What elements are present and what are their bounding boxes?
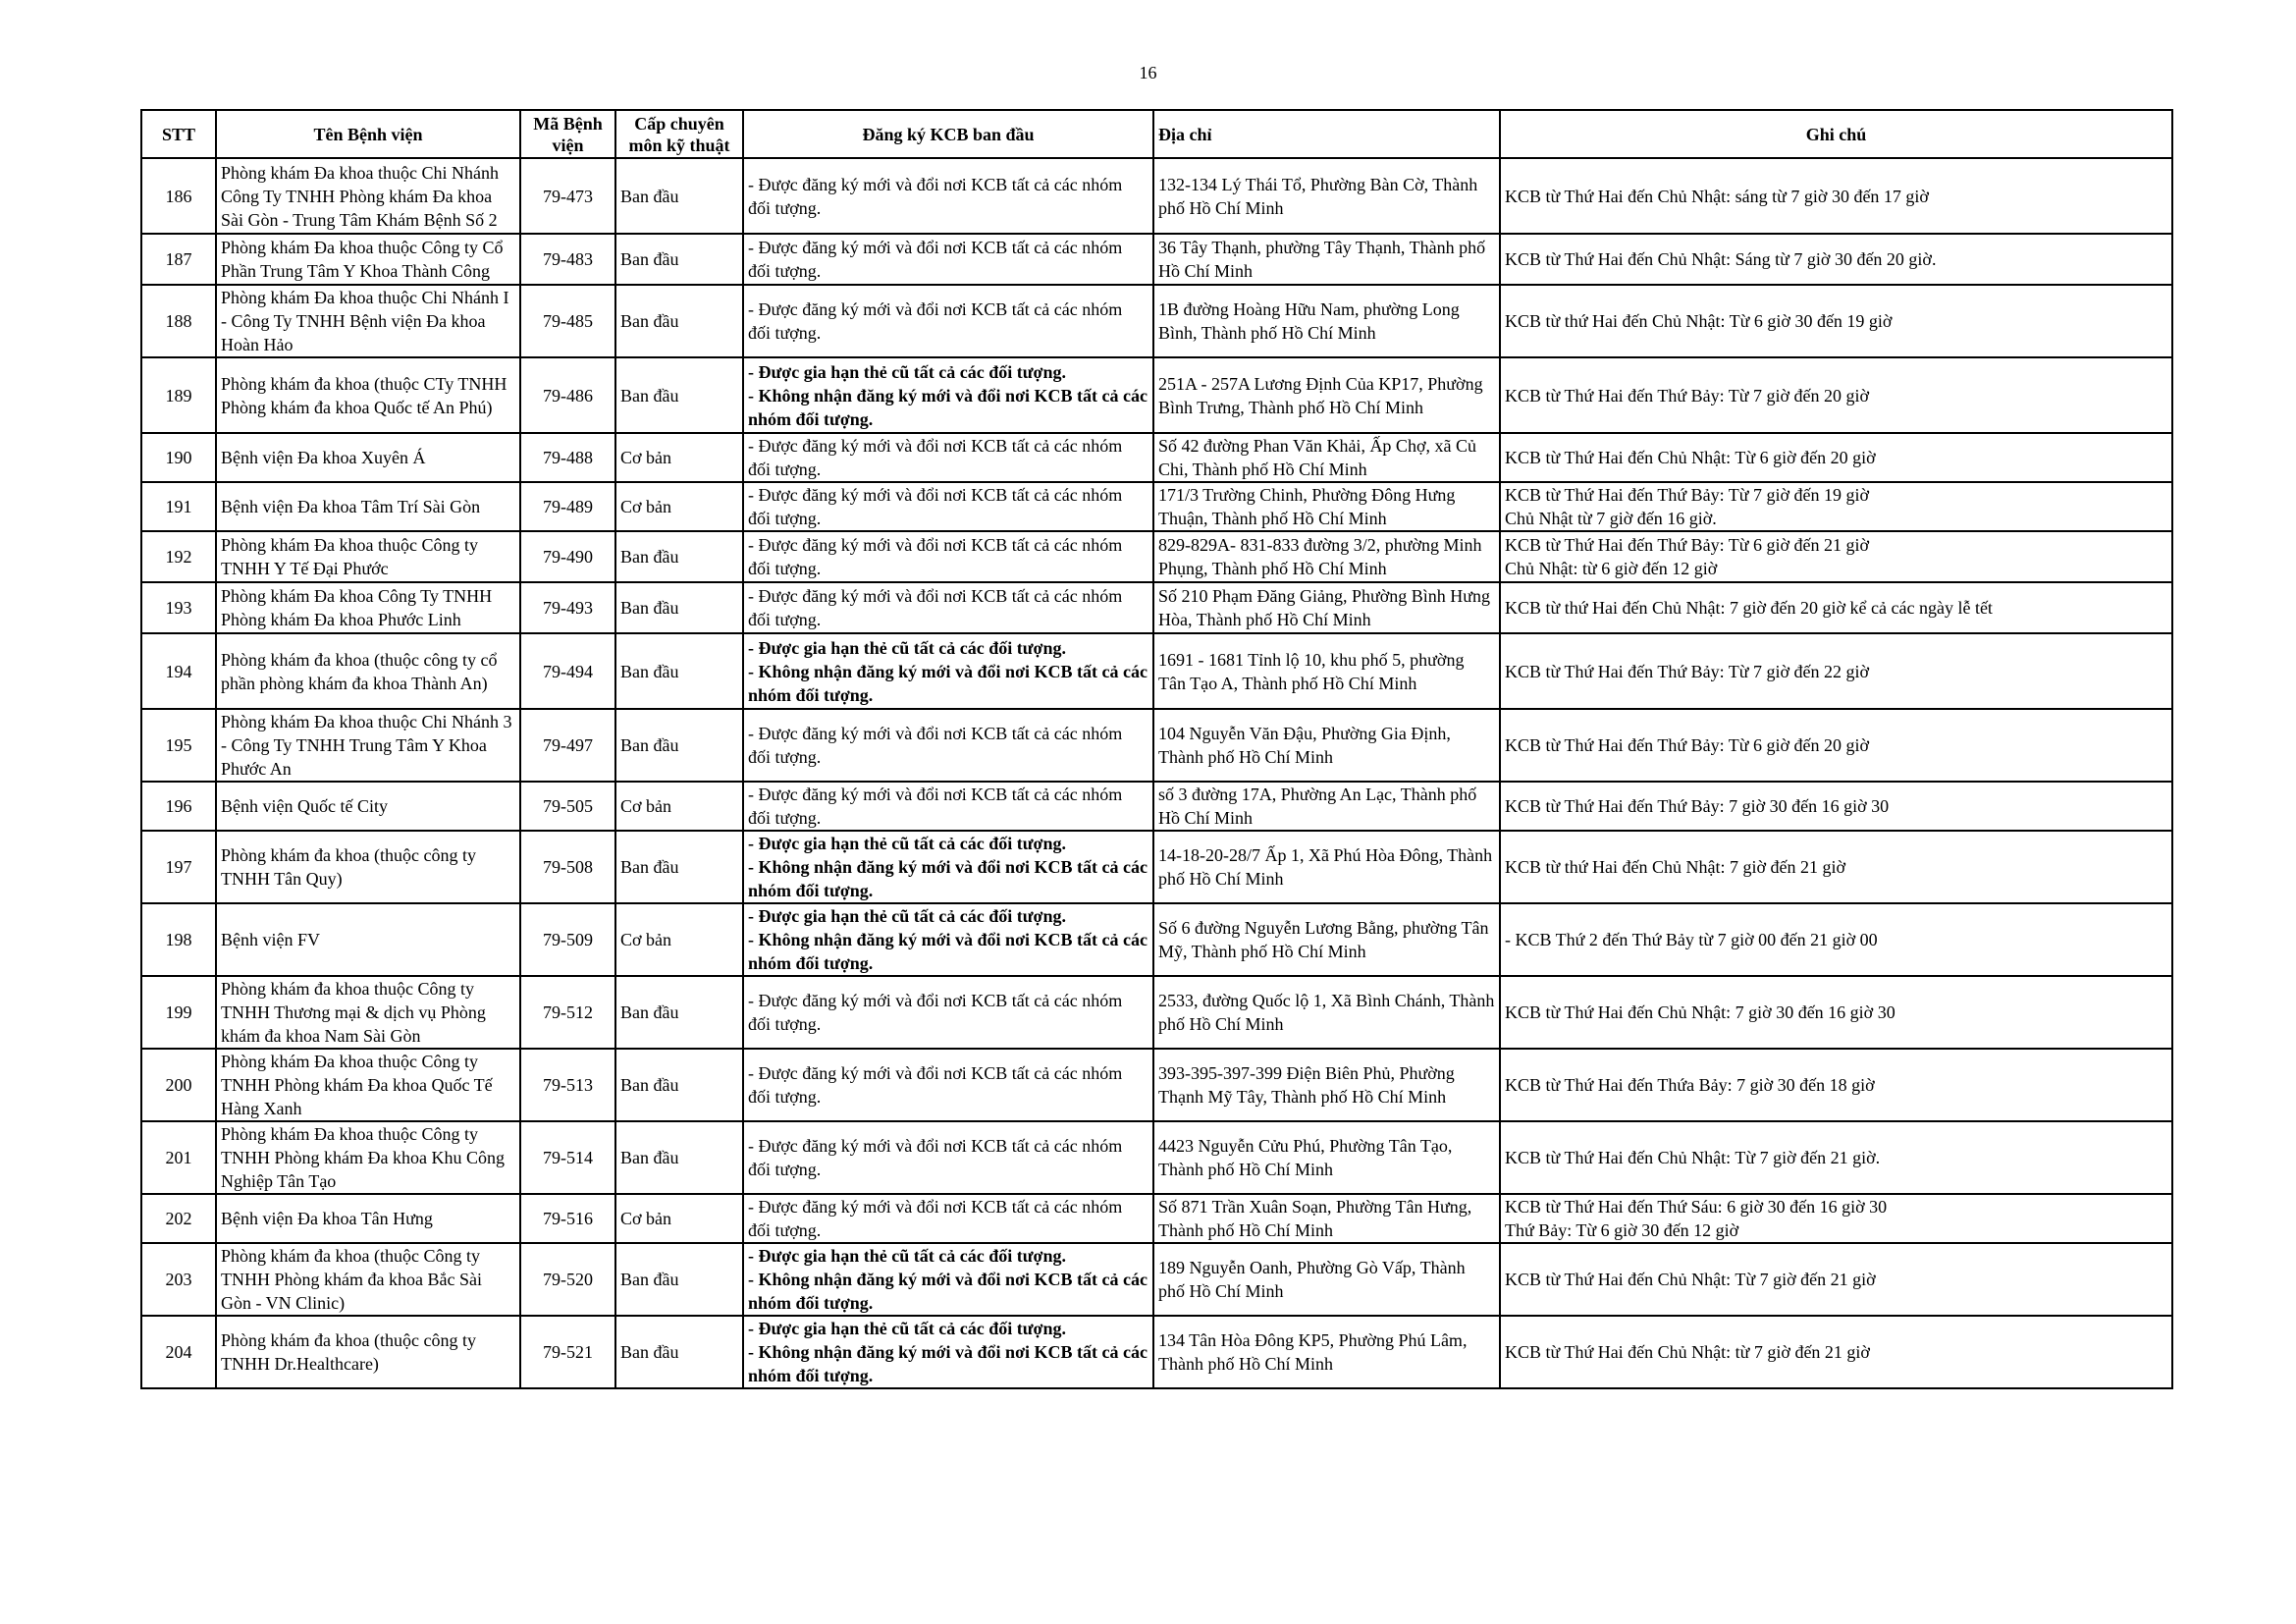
cell-stt: 190 [141, 433, 216, 482]
cell-code: 79-520 [520, 1243, 615, 1316]
cell-stt: 198 [141, 903, 216, 976]
cell-notes [1500, 1243, 2172, 1316]
cell-address: số 3 đường 17A, Phường An Lạc, Thành phố Hồ Chí Minh [1153, 782, 1500, 831]
table-row [141, 633, 2172, 709]
registration-line: - Không nhận đăng ký mới và đổi nơi KCB tất cả các nhóm đối tượng. [748, 857, 1148, 900]
cell-stt: 201 [141, 1121, 216, 1194]
cell-address: 2533, đường Quốc lộ 1, Xã Bình Chánh, Thành phố Hồ Chí Minh [1153, 976, 1500, 1049]
notes-line: KCB từ thứ Hai đến Chủ Nhật: 7 giờ đến 21 giờ [1505, 857, 1846, 877]
cell-level: Cơ bản [615, 903, 743, 976]
notes-line: KCB từ Thứ Hai đến Chủ Nhật: Từ 7 giờ đến 21 giờ [1505, 1270, 1876, 1289]
notes-line: KCB từ Thứ Hai đến Thứ Bảy: Từ 7 giờ đến 20 giờ [1505, 385, 1870, 406]
registration-line: - Được gia hạn thẻ cũ tất cả các đối tượng. [748, 1319, 1067, 1338]
cell-notes [1500, 976, 2172, 1049]
col-header-notes: Ghi chú [1500, 110, 2172, 158]
cell-name: Phòng khám đa khoa (thuộc công ty cổ phần phòng khám đa khoa Thành An) [216, 633, 520, 709]
cell-address: 4423 Nguyễn Cửu Phú, Phường Tân Tạo, Thành phố Hồ Chí Minh [1153, 1121, 1500, 1194]
registration-line: - Được đăng ký mới và đổi nơi KCB tất cả các nhóm đối tượng. [748, 1197, 1123, 1240]
table-row [141, 1121, 2172, 1194]
cell-code: 79-512 [520, 976, 615, 1049]
cell-address: Số 42 đường Phan Văn Khải, Ấp Chợ, xã Củ Chi, Thành phố Hồ Chí Minh [1153, 433, 1500, 482]
notes-line: KCB từ Thứ Hai đến Thứ Sáu: 6 giờ 30 đến 16 giờ 30 [1505, 1197, 1888, 1217]
notes-line: KCB từ Thứ Hai đến Thứ Bảy: 7 giờ 30 đến 16 giờ 30 [1505, 796, 1890, 816]
cell-level: Ban đầu [615, 357, 743, 433]
cell-code: 79-483 [520, 234, 615, 285]
cell-stt: 203 [141, 1243, 216, 1316]
cell-code: 79-494 [520, 633, 615, 709]
registration-line: - Không nhận đăng ký mới và đổi nơi KCB tất cả các nhóm đối tượng. [748, 661, 1148, 705]
cell-notes [1500, 709, 2172, 782]
cell-notes [1500, 531, 2172, 582]
cell-address: Số 210 Phạm Đăng Giảng, Phường Bình Hưng Hòa, Thành phố Hồ Chí Minh [1153, 582, 1500, 633]
cell-name: Phòng khám Đa khoa thuộc Công ty TNHH Phòng khám Đa khoa Khu Công Nghiệp Tân Tạo [216, 1121, 520, 1194]
notes-line: KCB từ Thứ Hai đến Thứ Bảy: Từ 7 giờ đến 22 giờ [1505, 661, 1870, 681]
cell-name: Phòng khám đa khoa thuộc Công ty TNHH Thương mại & dịch vụ Phòng khám đa khoa Nam Sài Gòn [216, 976, 520, 1049]
cell-stt: 197 [141, 831, 216, 903]
registration-line: - Được gia hạn thẻ cũ tất cả các đối tượng. [748, 1246, 1067, 1266]
cell-registration [743, 709, 1153, 782]
col-header-level [615, 110, 743, 158]
cell-level: Cơ bản [615, 782, 743, 831]
cell-level: Ban đầu [615, 285, 743, 357]
col-header-level-line2: môn kỹ thuật [628, 135, 730, 155]
cell-name: Phòng khám đa khoa (thuộc CTy TNHH Phòng khám đa khoa Quốc tế An Phú) [216, 357, 520, 433]
table-row [141, 1049, 2172, 1121]
cell-level: Ban đầu [615, 531, 743, 582]
cell-level: Ban đầu [615, 831, 743, 903]
table-row [141, 1194, 2172, 1243]
registration-line: - Được đăng ký mới và đổi nơi KCB tất cả các nhóm đối tượng. [748, 436, 1123, 479]
table-row [141, 582, 2172, 633]
registration-line: - Được gia hạn thẻ cũ tất cả các đối tượng. [748, 834, 1067, 853]
cell-code: 79-473 [520, 158, 615, 234]
cell-notes [1500, 1194, 2172, 1243]
cell-level: Ban đầu [615, 709, 743, 782]
cell-address: 829-829A- 831-833 đường 3/2, phường Minh Phụng, Thành phố Hồ Chí Minh [1153, 531, 1500, 582]
cell-address: 14-18-20-28/7 Ấp 1, Xã Phú Hòa Đông, Thành phố Hồ Chí Minh [1153, 831, 1500, 903]
cell-name: Phòng khám Đa khoa thuộc Chi Nhánh 3 - Công Ty TNHH Trung Tâm Y Khoa Phước An [216, 709, 520, 782]
cell-address: Số 6 đường Nguyễn Lương Bằng, phường Tân Mỹ, Thành phố Hồ Chí Minh [1153, 903, 1500, 976]
cell-level: Ban đầu [615, 976, 743, 1049]
cell-stt: 188 [141, 285, 216, 357]
registration-line: - Được đăng ký mới và đổi nơi KCB tất cả các nhóm đối tượng. [748, 299, 1123, 343]
cell-level: Ban đầu [615, 1121, 743, 1194]
notes-line: KCB từ Thứ Hai đến Thứ Bảy: Từ 6 giờ đến 21 giờ [1505, 535, 1870, 555]
cell-code: 79-488 [520, 433, 615, 482]
table-row [141, 482, 2172, 531]
cell-notes [1500, 903, 2172, 976]
table-row [141, 285, 2172, 357]
table-row [141, 234, 2172, 285]
table-row [141, 158, 2172, 234]
cell-notes [1500, 582, 2172, 633]
notes-line: KCB từ Thứ Hai đến Chủ Nhật: Sáng từ 7 giờ 30 đến 20 giờ. [1505, 249, 1937, 269]
cell-notes [1500, 357, 2172, 433]
cell-code: 79-513 [520, 1049, 615, 1121]
cell-registration [743, 782, 1153, 831]
cell-notes [1500, 1316, 2172, 1388]
cell-name: Phòng khám đa khoa (thuộc công ty TNHH Dr.Healthcare) [216, 1316, 520, 1388]
cell-address: 104 Nguyễn Văn Đậu, Phường Gia Định, Thành phố Hồ Chí Minh [1153, 709, 1500, 782]
cell-name: Phòng khám Đa khoa thuộc Công ty TNHH Phòng khám Đa khoa Quốc Tế Hàng Xanh [216, 1049, 520, 1121]
cell-name: Phòng khám đa khoa (thuộc công ty TNHH Tân Quy) [216, 831, 520, 903]
cell-level: Cơ bản [615, 482, 743, 531]
cell-stt: 202 [141, 1194, 216, 1243]
cell-name: Bệnh viện Đa khoa Xuyên Á [216, 433, 520, 482]
notes-line: KCB từ Thứ Hai đến Chủ Nhật: Từ 6 giờ đến 20 giờ [1505, 448, 1876, 467]
cell-code: 79-509 [520, 903, 615, 976]
cell-registration [743, 482, 1153, 531]
registration-line: - Được gia hạn thẻ cũ tất cả các đối tượng. [748, 637, 1067, 658]
cell-address: 251A - 257A Lương Định Của KP17, Phường Bình Trưng, Thành phố Hồ Chí Minh [1153, 357, 1500, 433]
cell-stt: 191 [141, 482, 216, 531]
table-row [141, 831, 2172, 903]
notes-line: KCB từ thứ Hai đến Chủ Nhật: 7 giờ đến 20 giờ kể cả các ngày lễ tết [1505, 598, 1993, 618]
cell-code: 79-489 [520, 482, 615, 531]
cell-registration [743, 633, 1153, 709]
cell-code: 79-516 [520, 1194, 615, 1243]
cell-stt: 194 [141, 633, 216, 709]
registration-line: - Được đăng ký mới và đổi nơi KCB tất cả các nhóm đối tượng. [748, 724, 1123, 767]
table-row [141, 903, 2172, 976]
cell-level: Cơ bản [615, 1194, 743, 1243]
hospital-table [140, 109, 2173, 1389]
cell-address: 134 Tân Hòa Đông KP5, Phường Phú Lâm, Thành phố Hồ Chí Minh [1153, 1316, 1500, 1388]
cell-notes [1500, 1049, 2172, 1121]
notes-line: Thứ Bảy: Từ 6 giờ 30 đến 12 giờ [1505, 1220, 1739, 1240]
cell-level: Ban đầu [615, 158, 743, 234]
notes-line: KCB từ Thứ Hai đến Chủ Nhật: 7 giờ 30 đến 16 giờ 30 [1505, 1002, 1896, 1022]
registration-line: - Được đăng ký mới và đổi nơi KCB tất cả các nhóm đối tượng. [748, 535, 1123, 578]
notes-line: - KCB Thứ 2 đến Thứ Bảy từ 7 giờ 00 đến 21 giờ 00 [1505, 930, 1878, 949]
cell-name: Phòng khám Đa khoa thuộc Công ty TNHH Y Tế Đại Phước [216, 531, 520, 582]
notes-line: KCB từ Thứ Hai đến Chủ Nhật: từ 7 giờ đến 21 giờ [1505, 1342, 1870, 1362]
cell-stt: 195 [141, 709, 216, 782]
cell-stt: 192 [141, 531, 216, 582]
cell-level: Cơ bản [615, 433, 743, 482]
notes-line: Chủ Nhật: từ 6 giờ đến 12 giờ [1505, 559, 1718, 578]
cell-notes [1500, 482, 2172, 531]
col-header-address: Địa chỉ [1153, 110, 1500, 158]
notes-line: KCB từ Thứ Hai đến Chủ Nhật: sáng từ 7 giờ 30 đến 17 giờ [1505, 186, 1929, 206]
cell-registration [743, 976, 1153, 1049]
cell-name: Bệnh viện Đa khoa Tâm Trí Sài Gòn [216, 482, 520, 531]
cell-level: Ban đầu [615, 1049, 743, 1121]
cell-code: 79-493 [520, 582, 615, 633]
col-header-level-line1: Cấp chuyên [634, 113, 724, 134]
cell-code: 79-505 [520, 782, 615, 831]
col-header-code-line2: viện [552, 135, 584, 155]
cell-registration [743, 357, 1153, 433]
registration-line: - Được đăng ký mới và đổi nơi KCB tất cả các nhóm đối tượng. [748, 586, 1123, 629]
cell-name: Phòng khám Đa khoa thuộc Công ty Cổ Phần Trung Tâm Y Khoa Thành Công [216, 234, 520, 285]
col-header-name: Tên Bệnh viện [216, 110, 520, 158]
col-header-registration: Đăng ký KCB ban đầu [743, 110, 1153, 158]
cell-notes [1500, 158, 2172, 234]
registration-line: - Không nhận đăng ký mới và đổi nơi KCB tất cả các nhóm đối tượng. [748, 1270, 1148, 1313]
cell-level: Ban đầu [615, 633, 743, 709]
notes-line: KCB từ Thứ Hai đến Thứa Bảy: 7 giờ 30 đến 18 giờ [1505, 1075, 1875, 1095]
col-header-code [520, 110, 615, 158]
registration-line: - Được đăng ký mới và đổi nơi KCB tất cả các nhóm đối tượng. [748, 1136, 1123, 1179]
cell-name: Bệnh viện Quốc tế City [216, 782, 520, 831]
cell-address: 1B đường Hoàng Hữu Nam, phường Long Bình, Thành phố Hồ Chí Minh [1153, 285, 1500, 357]
cell-registration [743, 1049, 1153, 1121]
table-row [141, 782, 2172, 831]
cell-registration [743, 158, 1153, 234]
cell-address: Số 871 Trần Xuân Soạn, Phường Tân Hưng, Thành phố Hồ Chí Minh [1153, 1194, 1500, 1243]
notes-line: KCB từ Thứ Hai đến Chủ Nhật: Từ 7 giờ đến 21 giờ. [1505, 1148, 1881, 1167]
registration-line: - Không nhận đăng ký mới và đổi nơi KCB tất cả các nhóm đối tượng. [748, 930, 1148, 973]
cell-stt: 186 [141, 158, 216, 234]
registration-line: - Được đăng ký mới và đổi nơi KCB tất cả các nhóm đối tượng. [748, 991, 1123, 1034]
table-row [141, 1243, 2172, 1316]
cell-registration [743, 582, 1153, 633]
cell-registration [743, 531, 1153, 582]
notes-line: KCB từ thứ Hai đến Chủ Nhật: Từ 6 giờ 30 đến 19 giờ [1505, 311, 1893, 331]
cell-name: Phòng khám Đa khoa thuộc Chi Nhánh Công Ty TNHH Phòng khám Đa khoa Sài Gòn - Trung Tâm Khám Bệnh Số 2 [216, 158, 520, 234]
cell-stt: 196 [141, 782, 216, 831]
cell-name: Phòng khám Đa khoa thuộc Chi Nhánh I - Công Ty TNHH Bệnh viện Đa khoa Hoàn Hảo [216, 285, 520, 357]
cell-notes [1500, 633, 2172, 709]
cell-registration [743, 1194, 1153, 1243]
registration-line: - Được đăng ký mới và đổi nơi KCB tất cả các nhóm đối tượng. [748, 1063, 1123, 1107]
registration-line: - Được đăng ký mới và đổi nơi KCB tất cả các nhóm đối tượng. [748, 174, 1123, 218]
table-row [141, 976, 2172, 1049]
registration-line: - Không nhận đăng ký mới và đổi nơi KCB tất cả các nhóm đối tượng. [748, 385, 1148, 429]
cell-level: Ban đầu [615, 1316, 743, 1388]
cell-address: 189 Nguyễn Oanh, Phường Gò Vấp, Thành phố Hồ Chí Minh [1153, 1243, 1500, 1316]
cell-notes [1500, 1121, 2172, 1194]
cell-address: 132-134 Lý Thái Tổ, Phường Bàn Cờ, Thành phố Hồ Chí Minh [1153, 158, 1500, 234]
table-row [141, 357, 2172, 433]
cell-code: 79-497 [520, 709, 615, 782]
table-row [141, 433, 2172, 482]
registration-line: - Được đăng ký mới và đổi nơi KCB tất cả các nhóm đối tượng. [748, 238, 1123, 281]
cell-address: 393-395-397-399 Điện Biên Phủ, Phường Thạnh Mỹ Tây, Thành phố Hồ Chí Minh [1153, 1049, 1500, 1121]
cell-name: Phòng khám đa khoa (thuộc Công ty TNHH Phòng khám đa khoa Bắc Sài Gòn - VN Clinic) [216, 1243, 520, 1316]
cell-stt: 189 [141, 357, 216, 433]
table-row [141, 709, 2172, 782]
registration-line: - Được đăng ký mới và đổi nơi KCB tất cả các nhóm đối tượng. [748, 785, 1123, 828]
cell-notes [1500, 285, 2172, 357]
notes-line: KCB từ Thứ Hai đến Thứ Bảy: Từ 7 giờ đến 19 giờ [1505, 485, 1870, 505]
cell-address: 1691 - 1681 Tỉnh lộ 10, khu phố 5, phường Tân Tạo A, Thành phố Hồ Chí Minh [1153, 633, 1500, 709]
cell-address: 36 Tây Thạnh, phường Tây Thạnh, Thành phố Hồ Chí Minh [1153, 234, 1500, 285]
cell-registration [743, 831, 1153, 903]
notes-line: KCB từ Thứ Hai đến Thứ Bảy: Từ 6 giờ đến 20 giờ [1505, 735, 1870, 755]
table-row [141, 531, 2172, 582]
cell-address: 171/3 Trường Chinh, Phường Đông Hưng Thuận, Thành phố Hồ Chí Minh [1153, 482, 1500, 531]
cell-registration [743, 234, 1153, 285]
cell-registration [743, 1316, 1153, 1388]
cell-name: Bệnh viện FV [216, 903, 520, 976]
table-row [141, 1316, 2172, 1388]
registration-line: - Được đăng ký mới và đổi nơi KCB tất cả các nhóm đối tượng. [748, 485, 1123, 528]
cell-notes [1500, 782, 2172, 831]
cell-registration [743, 433, 1153, 482]
cell-registration [743, 1121, 1153, 1194]
page-number: 16 [1139, 63, 1157, 82]
col-header-stt: STT [141, 110, 216, 158]
cell-name: Bệnh viện Đa khoa Tân Hưng [216, 1194, 520, 1243]
cell-level: Ban đầu [615, 234, 743, 285]
cell-registration [743, 903, 1153, 976]
cell-registration [743, 285, 1153, 357]
cell-stt: 204 [141, 1316, 216, 1388]
cell-notes [1500, 234, 2172, 285]
registration-line: - Được gia hạn thẻ cũ tất cả các đối tượng. [748, 906, 1067, 926]
cell-stt: 200 [141, 1049, 216, 1121]
notes-line: Chủ Nhật từ 7 giờ đến 16 giờ. [1505, 509, 1717, 528]
registration-line: - Không nhận đăng ký mới và đổi nơi KCB tất cả các nhóm đối tượng. [748, 1342, 1148, 1385]
cell-stt: 193 [141, 582, 216, 633]
cell-level: Ban đầu [615, 582, 743, 633]
registration-line: - Được gia hạn thẻ cũ tất cả các đối tượng. [748, 361, 1067, 382]
col-header-code-line1: Mã Bệnh [533, 113, 603, 134]
cell-code: 79-508 [520, 831, 615, 903]
cell-stt: 199 [141, 976, 216, 1049]
cell-code: 79-514 [520, 1121, 615, 1194]
cell-code: 79-490 [520, 531, 615, 582]
cell-stt: 187 [141, 234, 216, 285]
cell-code: 79-521 [520, 1316, 615, 1388]
header-row [141, 110, 2172, 158]
cell-registration [743, 1243, 1153, 1316]
cell-name: Phòng khám Đa khoa Công Ty TNHH Phòng khám Đa khoa Phước Linh [216, 582, 520, 633]
cell-notes [1500, 433, 2172, 482]
cell-notes [1500, 831, 2172, 903]
cell-level: Ban đầu [615, 1243, 743, 1316]
cell-code: 79-485 [520, 285, 615, 357]
cell-code: 79-486 [520, 357, 615, 433]
